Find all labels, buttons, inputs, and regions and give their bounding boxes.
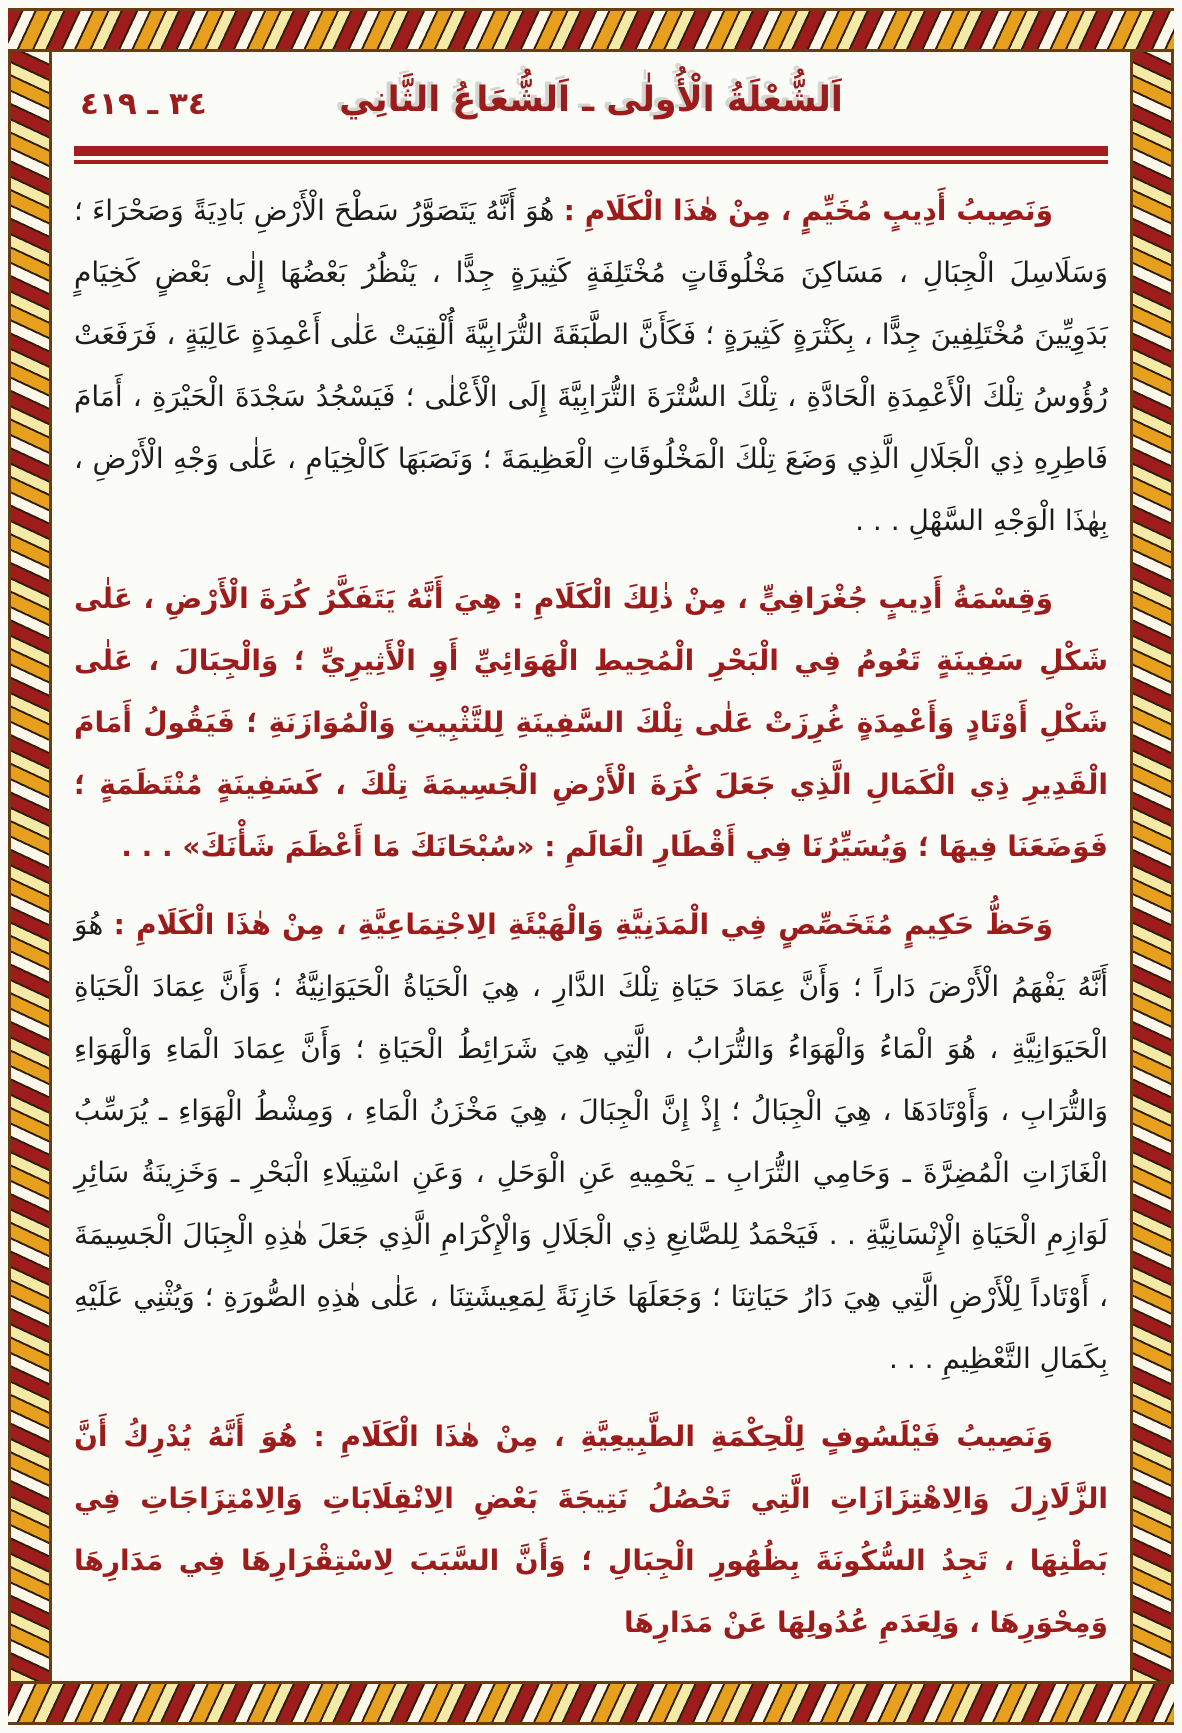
page-content: [52, 52, 1130, 1681]
ornate-border-bottom: [8, 1681, 1174, 1725]
ornate-border-left: [8, 8, 52, 1725]
paragraph-natural-philosopher: [74, 1406, 1108, 1654]
body-text: [74, 180, 1108, 1654]
header-rule-thin: [74, 160, 1108, 164]
paragraph-sociologist-sage: [74, 894, 1108, 1390]
paragraph-body: هُوَ أَنَّهُ يَتَصَوَّرُ سَطْحَ الْأَرْضِ بَادِيَةً وَصَحْرَاءَ ؛ وَسَلَاسِلَ الْجِبَالِ ، مَسَاكِنَ مَخْلُوقَاتٍ مُخْتَلِفَةٍ كَثِيرَةٍ جِدًّا ، يَنْظُرُ بَعْضُهَا إِلٰى بَعْضٍ كَخِيَامٍ بَدَوِيِّينَ مُخْتَلِفِينَ جِدًّا ، بِكَثْرَةٍ كَثِيرَةٍ ؛ فَكَأَنَّ الطَّبَقَةَ التُّرَابِيَّةَ أُلْقِيَتْ عَلٰى أَعْمِدَةٍ عَالِيَةٍ ، فَرَفَعَتْ رُؤُوسُ تِلْكَ الْأَعْمِدَةِ الْحَادَّةِ ، تِلْكَ السُّتْرَةَ التُّرَابِيَّةَ إِلَى الْأَعْلٰى ؛ فَيَسْجُدُ سَجْدَةَ الْحَيْرَةِ ، أَمَامَ فَاطِرِهِ ذِي الْجَلَالِ الَّذِي وَضَعَ تِلْكَ الْمَخْلُوقَاتِ الْعَظِيمَةَ ؛ وَنَصَبَهَا كَالْخِيَامِ ، عَلٰى وَجْهِ الْأَرْضِ ، بِهٰذَا الْوَجْهِ السَّهْلِ . . .: [74, 194, 1108, 537]
paragraph-geographer: [74, 568, 1108, 878]
page-title: اَلشُّعْلَةُ الْأُولٰى ـ اَلشُّعَاعُ الثَّانِي: [339, 80, 843, 120]
page-number: ٣٤ ـ ٤١٩: [80, 86, 207, 122]
paragraph-lead: وَنَصِيبُ فَيْلَسُوفٍ لِلْحِكْمَةِ الطَّبِيعِيَّةِ ، مِنْ هٰذَا الْكَلَامِ : هُوَ أَنَّهُ يُدْرِكُ أَنَّ الزَّلَازِلَ وَالِاهْتِزَازَاتِ الَّتِي تَحْصُلُ نَتِيجَةَ بَعْضِ الِانْقِلَابَاتِ وَالِامْتِزَاجَاتِ فِي بَطْنِهَا ، تَجِدُ السُّكُونَةَ بِظُهُورِ الْجِبَالِ ؛ وَأَنَّ السَّبَبَ لِاسْتِقْرَارِهَا فِي مَدَارِهَا وَمِحْوَرِهَا ، وَلِعَدَمِ عُدُولِهَا عَنْ مَدَارِهَا: [74, 1420, 1108, 1639]
header-rule-thick: [74, 146, 1108, 156]
ornate-border-top: [8, 8, 1174, 52]
paragraph-body: هُوَ أَنَّهُ يَفْهَمُ الْأَرْضَ دَاراً ؛ وَأَنَّ عِمَادَ حَيَاةِ تِلْكَ الدَّارِ ، هِيَ الْحَيَاةُ الْحَيَوَانِيَّةُ ؛ وَأَنَّ عِمَادَ الْحَيَاةِ الْحَيَوَانِيَّةِ ، هُوَ الْمَاءُ وَالْهَوَاءُ وَالتُّرَابُ ، الَّتِي هِيَ شَرَائِطُ الْحَيَاةِ ؛ وَأَنَّ عِمَادَ الْمَاءِ وَالْهَوَاءِ وَالتُّرَابِ ، وَأَوْتَادَهَا ، هِيَ الْجِبَالُ ؛ إِذْ إِنَّ الْجِبَالَ ، هِيَ مَخْزَنُ الْمَاءِ ، وَمِشْطُ الْهَوَاءِ ـ يُرَسِّبُ الْغَازَاتِ الْمُضِرَّةَ ـ وَحَامِي التُّرَابِ ـ يَحْمِيهِ عَنِ الْوَحَلِ ، وَعَنِ اسْتِيلَاءِ الْبَحْرِ ـ وَخَزِينَةُ سَائِرِ لَوَازِمِ الْحَيَاةِ الْإِنْسَانِيَّةِ . . فَيَحْمَدُ لِلصَّانِعِ ذِي الْجَلَالِ وَالْإِكْرَامِ الَّذِي جَعَلَ هٰذِهِ الْجِبَالَ الْجَسِيمَةَ ، أَوْتَاداً لِلْأَرْضِ الَّتِي هِيَ دَارُ حَيَاتِنَا ؛ وَجَعَلَهَا خَازِنَةً لِمَعِيشَتِنَا ، عَلٰى هٰذِهِ الصُّورَةِ ؛ وَيُثْنِي عَلَيْهِ بِكَمَالِ التَّعْظِيمِ . . .: [74, 908, 1108, 1375]
paragraph-lead: وَحَظُّ حَكِيمٍ مُتَخَصِّصٍ فِي الْمَدَنِيَّةِ وَالْهَيْئَةِ الِاجْتِمَاعِيَّةِ ، مِنْ هٰذَا الْكَلَامِ :: [113, 908, 1053, 941]
paragraph-lead: وَنَصِيبُ أَدِيبٍ مُخَيِّمٍ ، مِنْ هٰذَا الْكَلَامِ :: [563, 194, 1053, 227]
page-header: [74, 78, 1108, 136]
paragraph-tent-litterateur: [74, 180, 1108, 552]
paragraph-lead: وَقِسْمَةُ أَدِيبٍ جُغْرَافِيٍّ ، مِنْ ذٰلِكَ الْكَلَامِ : هِيَ أَنَّهُ يَتَفَكَّرُ كُرَةَ الْأَرْضِ ، عَلٰى شَكْلِ سَفِينَةٍ تَعُومُ فِي الْبَحْرِ الْمُحِيطِ الْهَوَائِيِّ أَوِ الْأَثِيرِيِّ ؛ وَالْجِبَالَ ، عَلٰى شَكْلِ أَوْتَادٍ وَأَعْمِدَةٍ غُرِزَتْ عَلٰى تِلْكَ السَّفِينَةِ لِلتَّثْبِيتِ وَالْمُوَازَنَةِ ؛ فَيَقُولُ أَمَامَ الْقَدِيرِ ذِي الْكَمَالِ الَّذِي جَعَلَ كُرَةَ الْأَرْضِ الْجَسِيمَةَ تِلْكَ ، كَسَفِينَةٍ مُنْتَظَمَةٍ ؛ فَوَضَعَنَا فِيهَا ؛ وَيُسَيِّرُنَا فِي أَقْطَارِ الْعَالَمِ : «سُبْحَانَكَ مَا أَعْظَمَ شَأْنَكَ» . . .: [74, 582, 1108, 863]
ornate-border-right: [1130, 8, 1174, 1725]
